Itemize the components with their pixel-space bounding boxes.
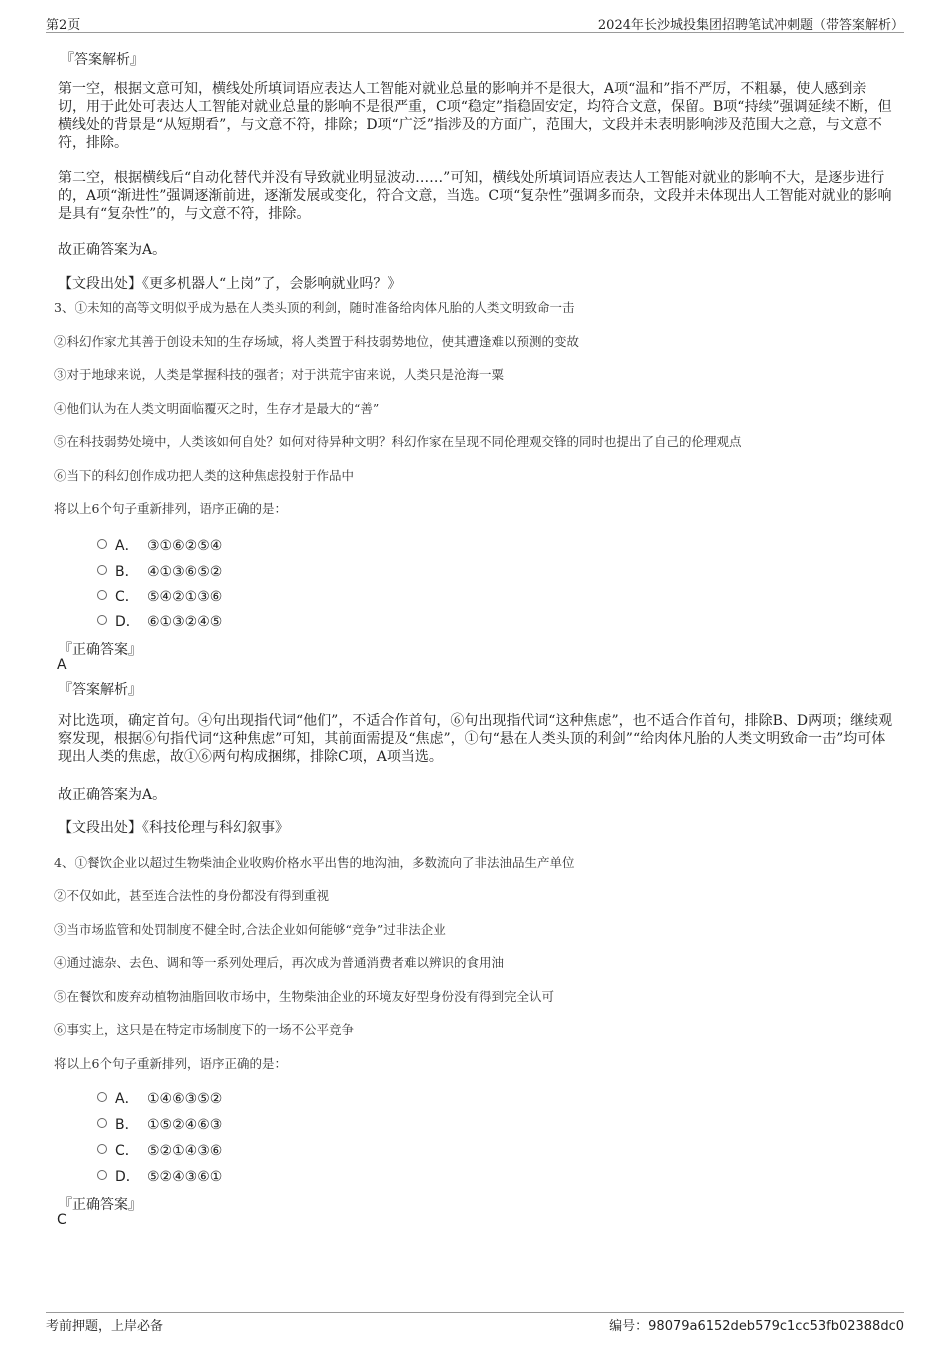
radio-icon[interactable]	[97, 539, 107, 549]
q4-sentence-5: ⑤在餐饮和废弃动植物油脂回收市场中，生物柴油企业的环境友好型身份没有得到完全认可	[54, 989, 555, 1004]
q3-sentence-4: ④他们认为在人类文明面临覆灭之时，生存才是最大的“善”	[54, 401, 380, 416]
page-number: 第2页	[46, 18, 81, 33]
q4-option-d[interactable]: D． ⑤②④③⑥①	[97, 1166, 222, 1186]
q3-option-a[interactable]: A． ③①⑥②⑤④	[97, 535, 222, 555]
q4-answer: C	[57, 1212, 67, 1228]
document-title: 2024年长沙城投集团招聘笔试冲刺题（带答案解析）	[597, 18, 904, 33]
q3-analysis-label: 『答案解析』	[58, 682, 142, 698]
q3-option-b[interactable]: B． ④①③⑥⑤②	[97, 561, 222, 581]
q3-prompt: 将以上6个句子重新排列，语序正确的是：	[54, 501, 287, 516]
radio-icon[interactable]	[97, 565, 107, 575]
q2-conclusion: 故正确答案为A。	[58, 242, 167, 258]
q4-sentence-4: ④通过滤杂、去色、调和等一系列处理后，再次成为普通消费者难以辨识的食用油	[54, 955, 505, 970]
radio-icon[interactable]	[97, 1118, 107, 1128]
q3-conclusion: 故正确答案为A。	[58, 787, 167, 803]
q4-sentence-2: ②不仅如此，甚至连合法性的身份都没有得到重视	[54, 888, 330, 903]
document-serial: 编号：98079a6152deb579c1cc53fb02388dc0	[609, 1319, 904, 1334]
q3-analysis-para1: 对比选项，确定首句。④句出现指代词“他们”，不适合作首句，⑥句出现指代词“这种焦虑”，也不适合作首句，排除B、D两项；继续观察发现，根据⑥句指代词“这种焦虑”可知，其前面需提及“焦虑”，①句“悬在人类头顶的利剑”“给肉体凡胎的人类文明致命一击”均可体现出人类的焦虑，故①⑥两句构成捆绑，排除C项，A项当选。	[58, 713, 893, 765]
q2-analysis-para1: 第一空，根据文意可知，横线处所填词语应表达人工智能对就业总量的影响并不是很大，A项“温和”指不严厉，不粗暴，使人感到亲切，用于此处可表达人工智能对就业总量的影响不是很严重，C项“稳定”指稳固安定，均符合文意，保留。B项“持续”强调延续不断，但横线处的背景是“从短期看”，与文意不符，排除；D项“广泛”指涉及的方面广，范围大，文段并未表明影响涉及范围大之意，与文意不符，排除。	[58, 81, 892, 151]
q4-sentence-3: ③当市场监管和处罚制度不健全时,合法企业如何能够“竞争”过非法企业	[54, 922, 446, 937]
q3-sentence-5: ⑤在科技弱势处境中，人类该如何自处？如何对待异种文明？科幻作家在呈现不同伦理观交锋的同时也提出了自己的伦理观点	[54, 434, 742, 449]
page-footer	[46, 1312, 904, 1337]
q3-sentence-1: 3、①未知的高等文明似乎成为悬在人类头顶的利剑，随时准备给肉体凡胎的人类文明致命一击	[54, 300, 575, 315]
q4-answer-label: 『正确答案』	[58, 1197, 142, 1213]
q3-source: 【文段出处】《科技伦理与科幻叙事》	[58, 820, 289, 836]
q4-prompt: 将以上6个句子重新排列，语序正确的是：	[54, 1056, 287, 1071]
radio-icon[interactable]	[97, 1092, 107, 1102]
q4-sentence-1: 4、①餐饮企业以超过生物柴油企业收购价格水平出售的地沟油，多数流向了非法油品生产单位	[54, 855, 575, 870]
q4-option-b[interactable]: B． ①⑤②④⑥③	[97, 1114, 222, 1134]
footer-slogan: 考前押题，上岸必备	[46, 1319, 164, 1334]
page-header	[46, 12, 904, 33]
q3-sentence-3: ③对于地球来说，人类是掌握科技的强者；对于洪荒宇宙来说，人类只是沧海一粟	[54, 367, 505, 382]
q4-sentence-6: ⑥事实上，这只是在特定市场制度下的一场不公平竞争	[54, 1022, 355, 1037]
radio-icon[interactable]	[97, 615, 107, 625]
q3-sentence-2: ②科幻作家尤其善于创设未知的生存场域，将人类置于科技弱势地位，使其遭逢难以预测的变故	[54, 334, 580, 349]
q3-answer-label: 『正确答案』	[58, 642, 142, 658]
radio-icon[interactable]	[97, 1144, 107, 1154]
q2-analysis-label: 『答案解析』	[60, 52, 144, 68]
q4-option-c[interactable]: C． ⑤②①④③⑥	[97, 1140, 222, 1160]
q3-option-d[interactable]: D． ⑥①③②④⑤	[97, 611, 222, 631]
q3-sentence-6: ⑥当下的科幻创作成功把人类的这种焦虑投射于作品中	[54, 468, 355, 483]
q2-source: 【文段出处】《更多机器人“上岗”了，会影响就业吗？》	[58, 276, 402, 292]
q2-analysis-para2: 第二空，根据横线后“自动化替代并没有导致就业明显波动……”可知，横线处所填词语应表达人工智能对就业的影响不大，是逐步进行的，A项“渐进性”强调逐渐前进，逐渐发展或变化，符合文意，当选。C项“复杂性”强调多而杂，文段并未体现出人工智能对就业的影响是具有“复杂性”的，与文意不符，排除。	[58, 170, 892, 222]
q3-answer: A	[57, 657, 67, 673]
q3-option-c[interactable]: C． ⑤④②①③⑥	[97, 586, 222, 606]
q4-option-a[interactable]: A． ①④⑥③⑤②	[97, 1088, 222, 1108]
radio-icon[interactable]	[97, 1170, 107, 1180]
radio-icon[interactable]	[97, 590, 107, 600]
